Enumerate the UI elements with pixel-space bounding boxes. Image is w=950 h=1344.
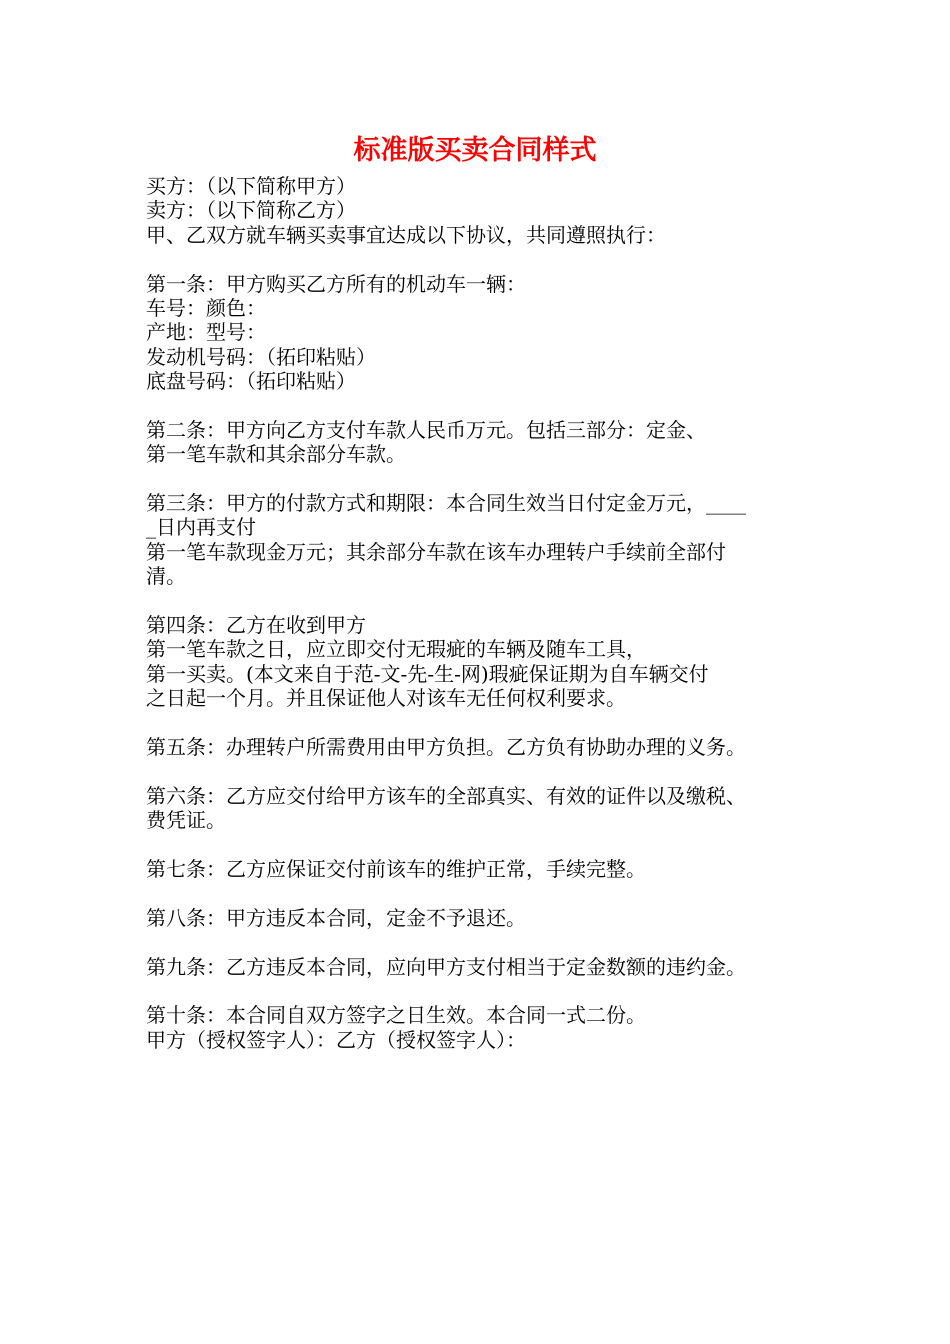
contract-body [146, 174, 816, 1052]
paragraph-gap [146, 589, 816, 613]
article-6-line-2: 费凭证。 [146, 808, 226, 833]
article-2-line-2: 第一笔车款和其余部分车款。 [146, 442, 406, 467]
article-2-line-1: 第二条：甲方向乙方支付车款人民币万元。包括三部分：定金、 [146, 417, 706, 442]
article-4-line-4: 之日起一个月。并且保证他人对该车无任何权利要求。 [146, 686, 626, 711]
paragraph-gap [146, 881, 816, 905]
seller-line: 卖方：（以下简称乙方） [146, 198, 356, 223]
article-5: 第五条：办理转户所需费用由甲方负担。乙方负有协助办理的义务。 [146, 734, 746, 759]
article-4-line-2: 第一笔车款之日，应立即交付无瑕疵的车辆及随车工具， [146, 637, 646, 662]
paragraph-gap [146, 711, 816, 735]
article-8: 第八条：甲方违反本合同，定金不予退还。 [146, 905, 526, 930]
paragraph-gap [146, 930, 816, 954]
article-1-origin-model: 产地：型号： [146, 320, 266, 345]
article-10: 第十条：本合同自双方签字之日生效。本合同一式二份。 [146, 1003, 646, 1028]
article-1-plate-color: 车号：颜色： [146, 295, 266, 320]
article-4-line-1: 第四条：乙方在收到甲方 [146, 613, 366, 638]
paragraph-gap [146, 247, 816, 271]
article-1-engine-number: 发动机号码：（拓印粘贴） [146, 344, 376, 369]
agreement-intro: 甲、乙双方就车辆买卖事宜达成以下协议，共同遵照执行： [146, 222, 666, 247]
article-6-line-1: 第六条：乙方应交付给甲方该车的全部真实、有效的证件以及缴税、 [146, 783, 746, 808]
document-title: 标准版买卖合同样式 [353, 135, 597, 166]
paragraph-gap [146, 759, 816, 783]
paragraph-gap [146, 394, 816, 418]
article-9: 第九条：乙方违反本合同，应向甲方支付相当于定金数额的违约金。 [146, 954, 746, 979]
paragraph-gap [146, 979, 816, 1003]
article-3-line-4: 清。 [146, 564, 186, 589]
signature-line: 甲方（授权签字人）：乙方（授权签字人）： [146, 1027, 526, 1052]
article-1-heading: 第一条：甲方购买乙方所有的机动车一辆： [146, 271, 526, 296]
paragraph-gap [146, 467, 816, 491]
article-7: 第七条：乙方应保证交付前该车的维护正常，手续完整。 [146, 856, 646, 881]
buyer-line: 买方：（以下简称甲方） [146, 174, 356, 198]
article-4-line-3: 第一买卖。(本文来自于范-文-先-生-网)瑕疵保证期为自车辆交付 [146, 661, 709, 686]
article-3-line-3: 第一笔车款现金万元；其余部分车款在该车办理转户手续前全部付 [146, 539, 726, 564]
article-1-chassis-number: 底盘号码：（拓印粘贴） [146, 369, 356, 394]
paragraph-gap [146, 833, 816, 857]
article-3-line-1: 第三条：甲方的付款方式和期限：本合同生效当日付定金万元，____ [146, 491, 746, 516]
article-3-line-2: _日内再支付 [146, 515, 256, 540]
